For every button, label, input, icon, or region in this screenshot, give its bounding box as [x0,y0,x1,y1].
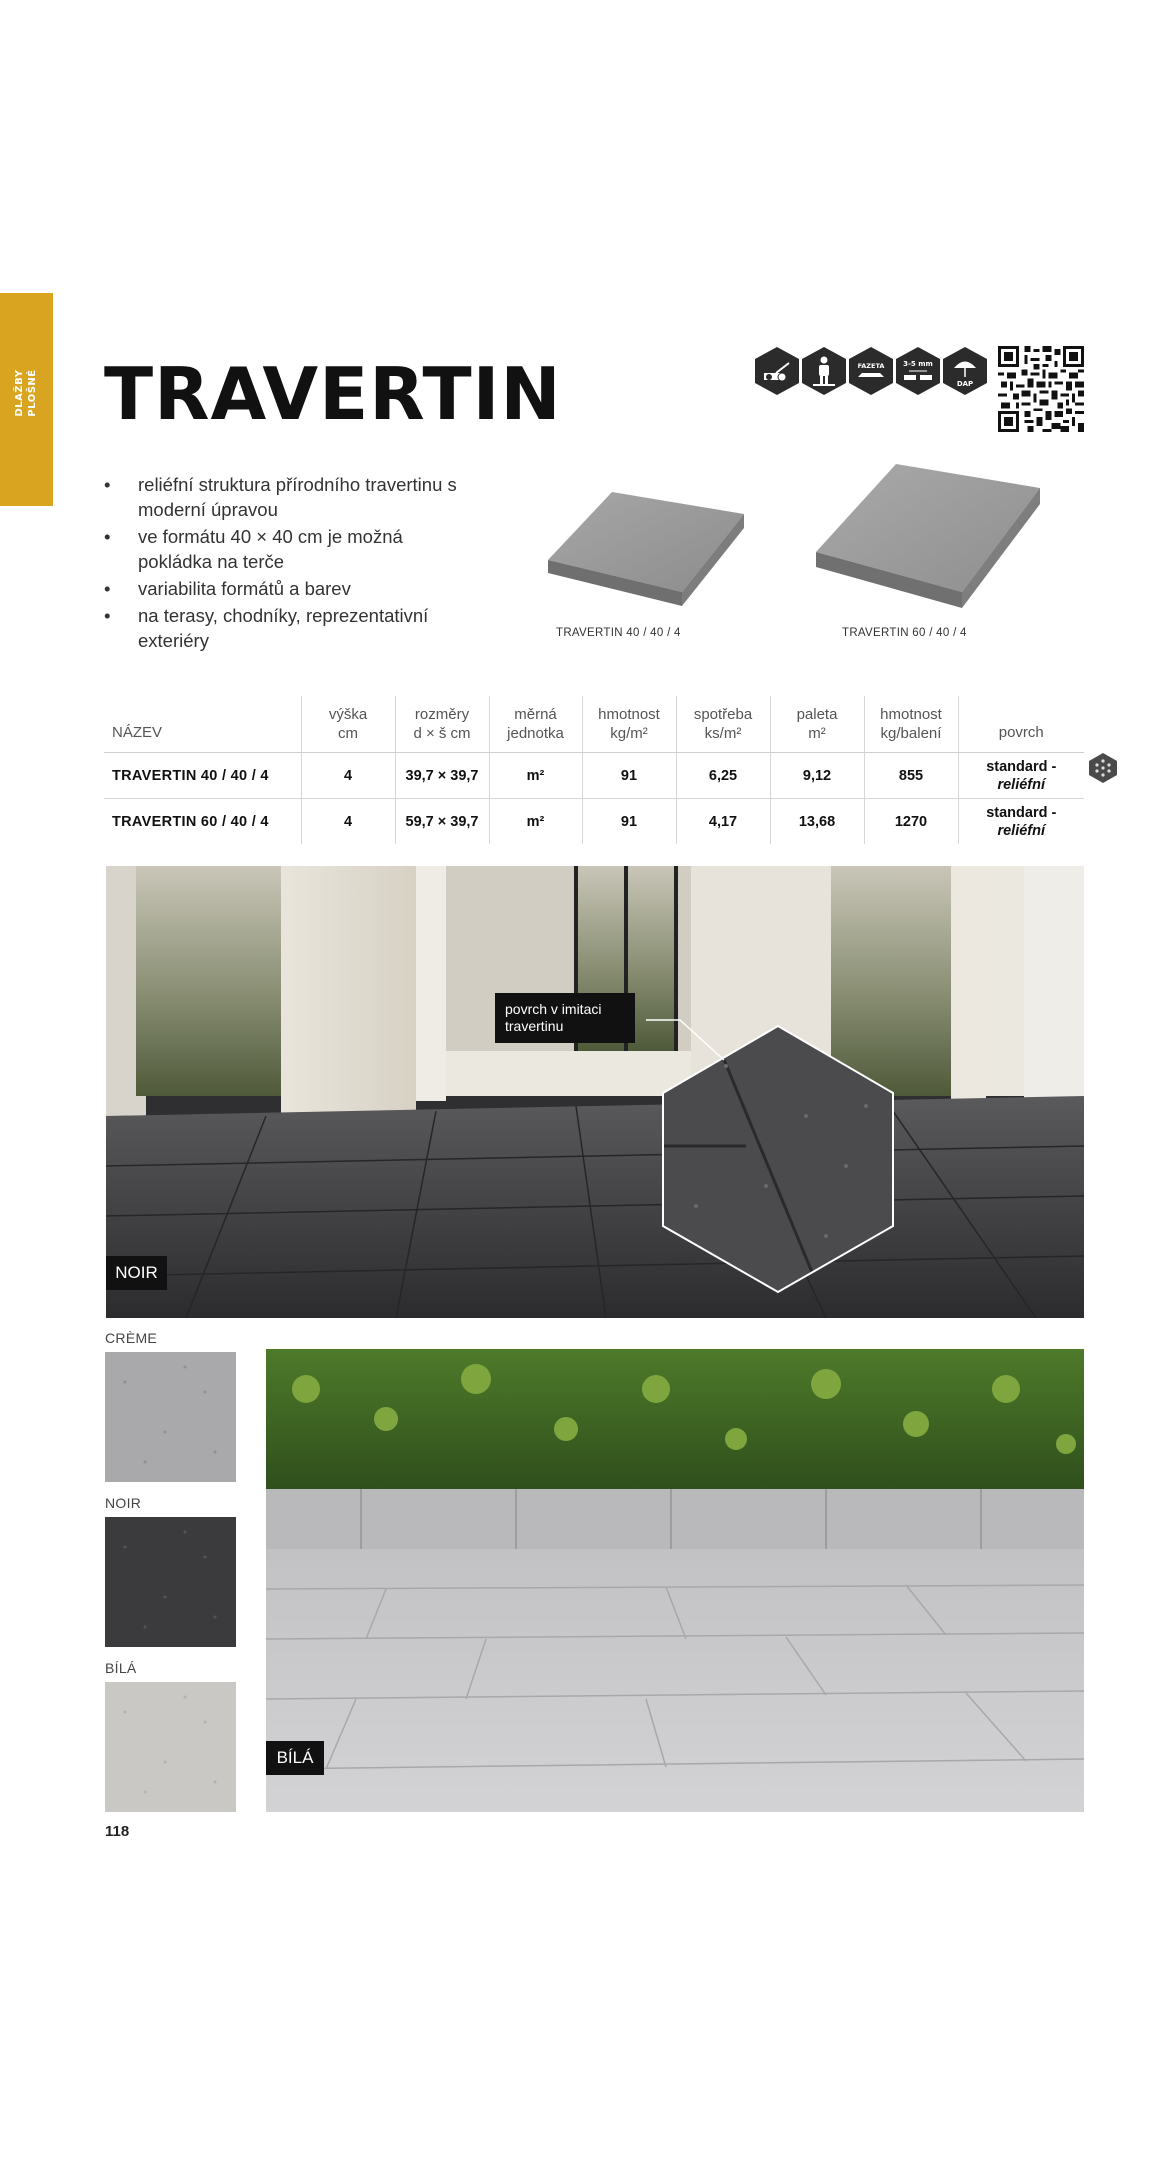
header-jednotka: měrná jednotka [489,696,582,753]
header-nazev: NÁZEV [104,696,301,753]
header-paleta: paleta m² [770,696,864,753]
header-povrch: povrch [958,696,1084,753]
swatch-bila [105,1682,236,1812]
cell-name: TRAVERTIN 60 / 40 / 4 [112,813,269,830]
table-row [104,753,1084,799]
cell-povrch: standard - reliéfní [958,753,1084,799]
cell-spotreba: 4,17 [676,799,770,845]
swatch-label-noir: NOIR [105,1495,142,1511]
color-label-noir: NOIR [106,1256,167,1290]
spec-table [104,696,1084,844]
table-header-row [104,696,1084,753]
swatch-noir [105,1517,236,1647]
cell-paleta: 13,68 [770,799,864,845]
fazeta-text: FAZETA [857,362,885,370]
cell-povrch: standard - reliéfní [958,799,1084,845]
surface-callout: povrch v imitaci travertinu [495,993,635,1043]
product-image-40x40 [540,488,750,616]
hexagon-surface-icon [1088,752,1118,784]
cell-baleni: 1270 [864,799,958,845]
product-caption: TRAVERTIN 60 / 40 / 4 [842,627,967,639]
qr-code-icon[interactable] [998,346,1084,432]
page-number: 118 [105,1823,130,1840]
terrace-photo-noir [106,866,1084,1318]
pedestrian-icon [801,346,847,396]
feature-item: • na terasy, chodníky, reprezentativní exteriéry [104,603,474,653]
cell-spotreba: 6,25 [676,753,770,799]
cell-hmotnost: 91 [582,799,676,845]
cell-jednotka: m² [489,799,582,845]
header-baleni: hmotnost kg/balení [864,696,958,753]
feature-item: • ve formátu 40 × 40 cm je možná pokládka na terče [104,524,474,574]
page-title: TRAVERTIN [104,352,562,436]
cell-rozmery: 59,7 × 39,7 [395,799,489,845]
header-rozmery: rozměry d × š cm [395,696,489,753]
side-tab-line2: PLOŠNÉ [27,369,38,417]
cell-hmotnost: 91 [582,753,676,799]
cell-name: TRAVERTIN 40 / 40 / 4 [104,753,301,799]
joint-width-text: 3-5 mm [903,360,933,368]
feature-item: • variabilita formátů a barev [104,576,474,601]
swatch-label-creme: CRÈME [105,1330,158,1346]
dap-umbrella-icon [942,346,988,396]
joint-width-icon [895,346,941,396]
cell-baleni: 855 [864,753,958,799]
roller-machine-icon [754,346,800,396]
cell-rozmery: 39,7 × 39,7 [395,753,489,799]
feature-item: • reliéfní struktura přírodního travertinu s moderní úpravou [104,472,474,522]
paving-photo-bila [266,1349,1084,1812]
cell-jednotka: m² [489,753,582,799]
product-image-60x40 [812,460,1044,618]
dap-text: DAP [956,380,974,388]
swatch-label-bila: BÍLÁ [105,1660,137,1676]
side-tab-line1: DLAŽBY [14,369,25,417]
cell-paleta: 9,12 [770,753,864,799]
fazeta-icon [848,346,894,396]
cell-vyska: 4 [301,753,395,799]
swatch-creme [105,1352,236,1482]
product-caption: TRAVERTIN 40 / 40 / 4 [556,627,681,639]
cell-vyska: 4 [301,799,395,845]
feature-list [104,472,474,655]
color-label-bila: BÍLÁ [266,1741,324,1775]
section-side-tab [0,293,53,506]
table-row [104,799,1084,845]
side-tab-label [13,369,39,416]
header-spotreba: spotřeba ks/m² [676,696,770,753]
header-vyska: výška cm [301,696,395,753]
header-hmotnost: hmotnost kg/m² [582,696,676,753]
